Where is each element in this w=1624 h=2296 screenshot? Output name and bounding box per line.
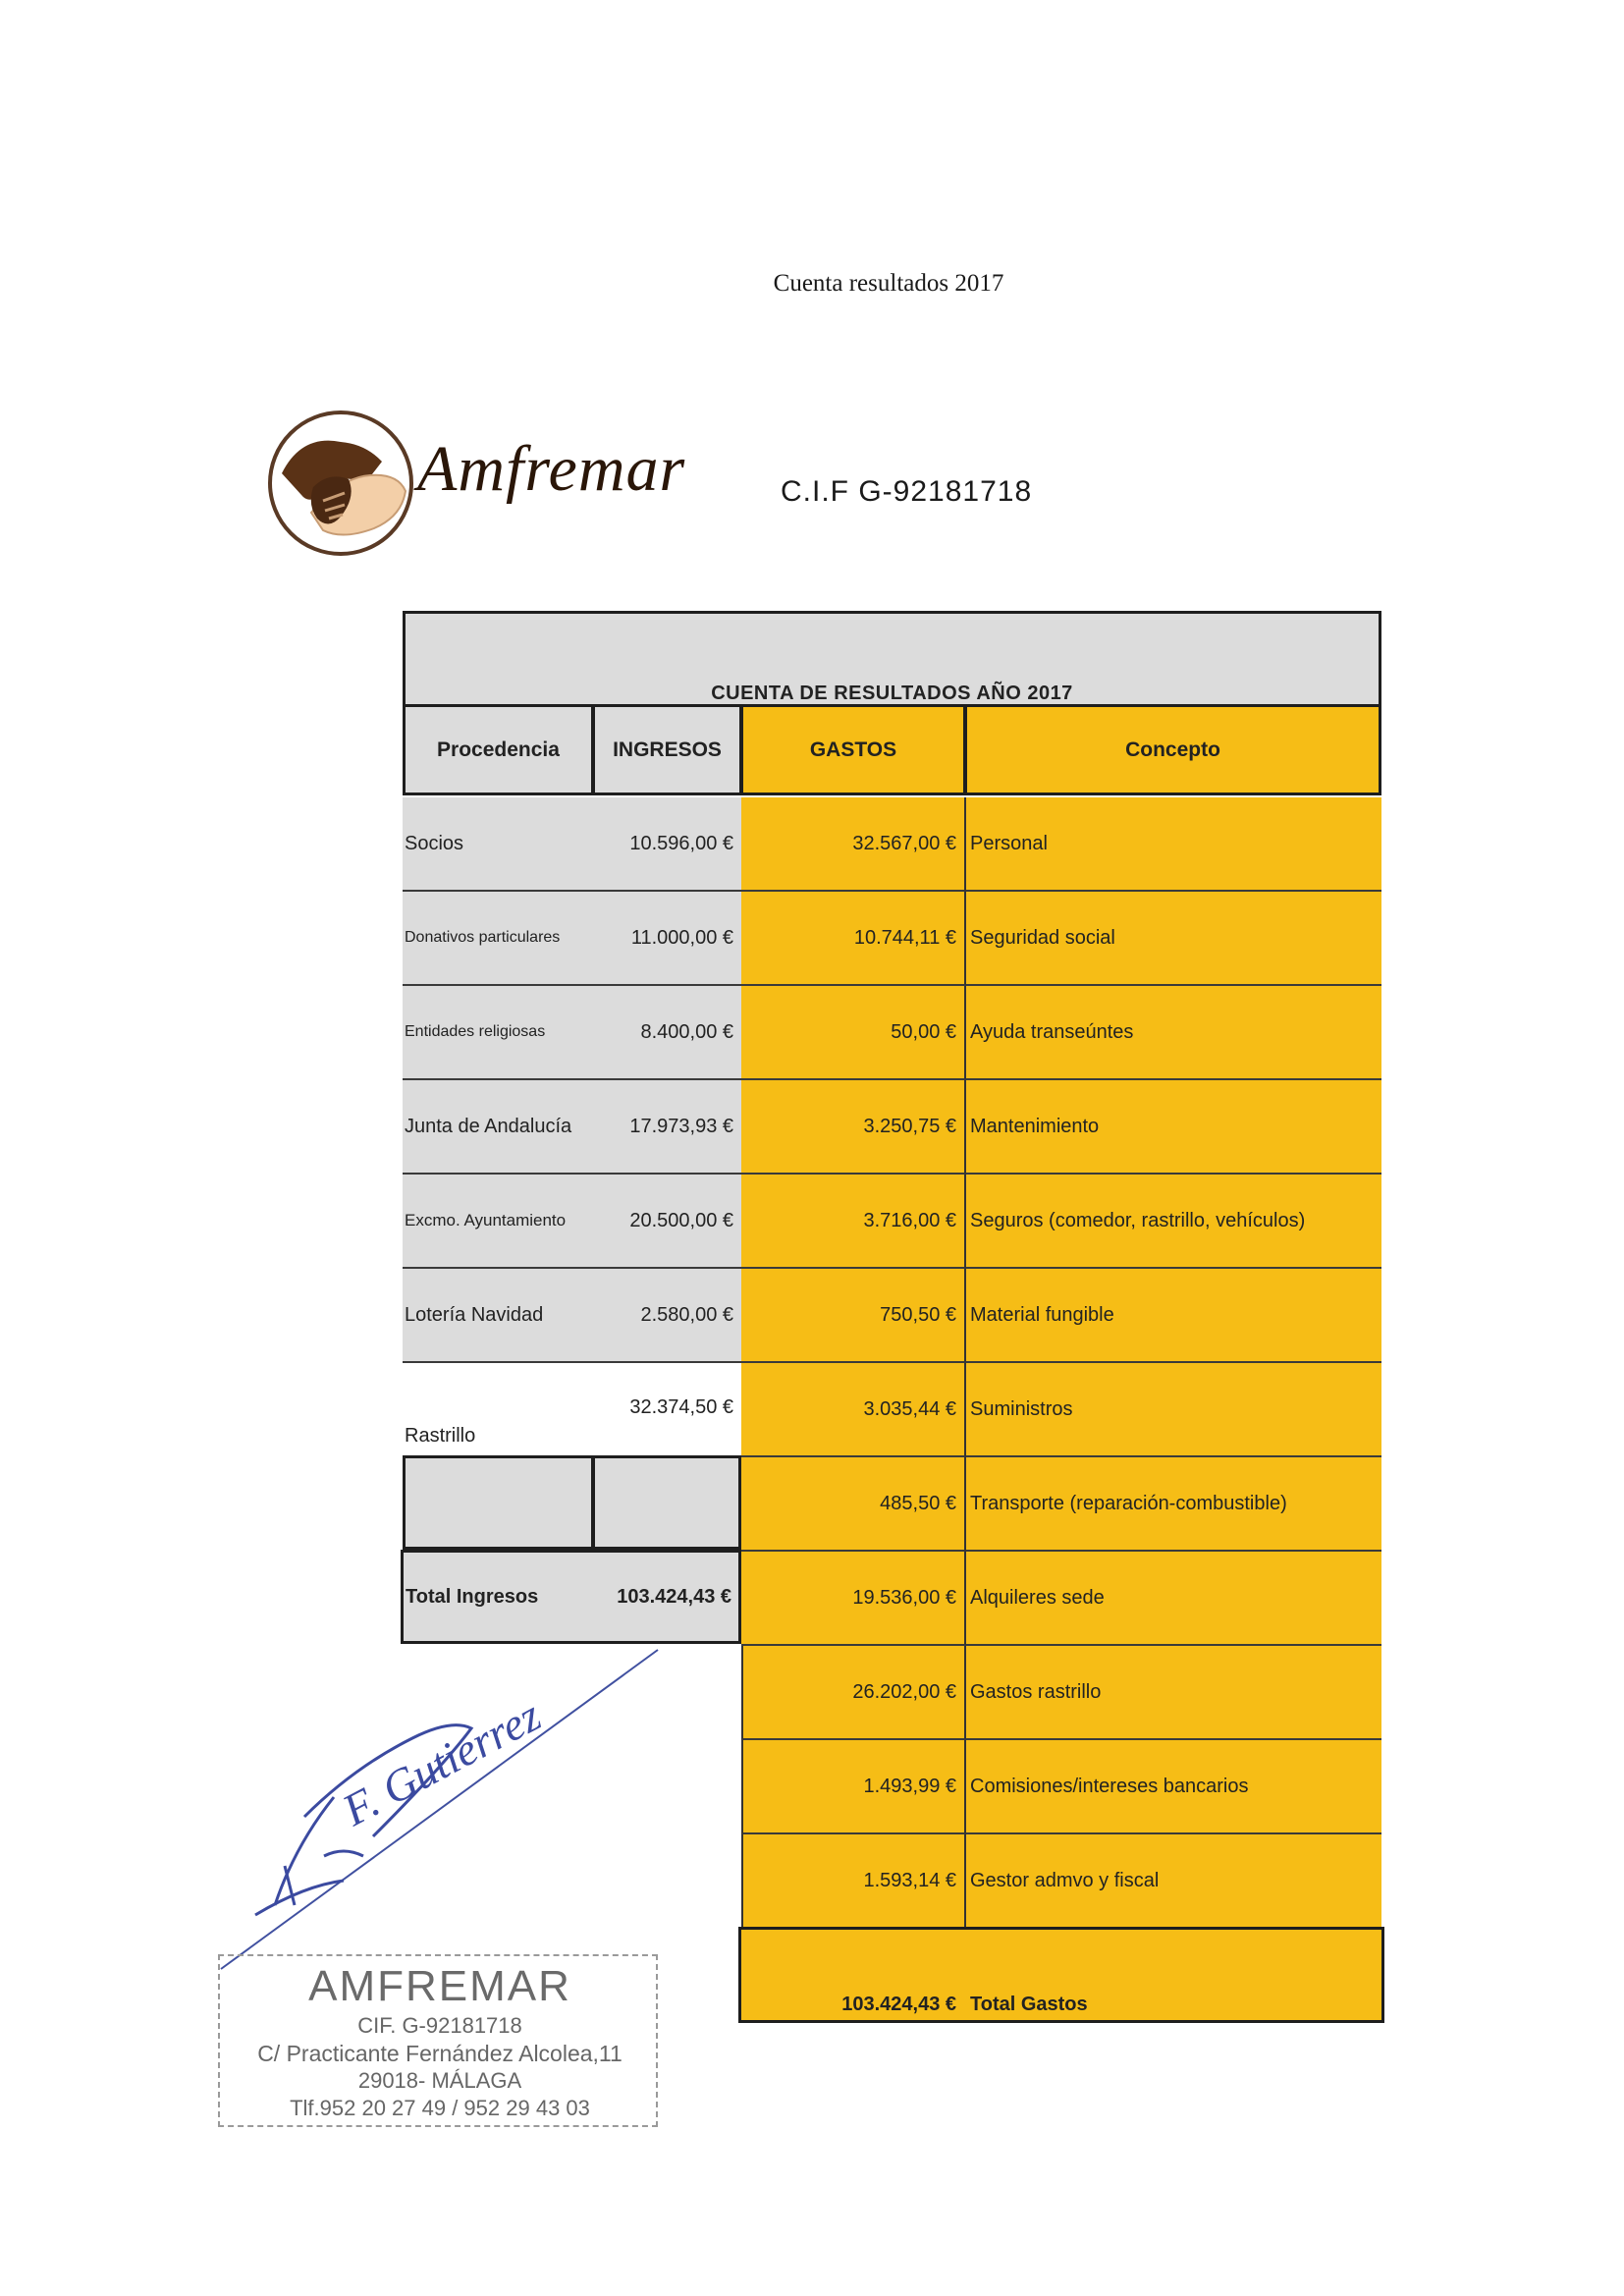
total-gastos-label: Total Gastos <box>970 1994 1088 2015</box>
stamp-name: AMFREMAR <box>308 1962 571 2010</box>
cell-concepto: Mantenimiento <box>966 1080 1381 1175</box>
cell-procedencia: Socios <box>403 797 594 892</box>
cell-ingresos: 20.500,00 € <box>594 1175 741 1269</box>
cell-gastos: 19.536,00 € <box>741 1552 966 1646</box>
cell-procedencia: Excmo. Ayuntamiento <box>403 1175 594 1269</box>
cell-ingresos: 17.973,93 € <box>594 1080 741 1175</box>
cell-procedencia: Lotería Navidad <box>403 1269 594 1363</box>
cell-concepto: Alquileres sede <box>966 1552 1381 1646</box>
handshake-logo-icon <box>268 410 413 556</box>
cell-ingresos: 8.400,00 € <box>594 986 741 1080</box>
signature-text: F. Gutierrez <box>334 1689 549 1835</box>
total-ingresos-label: Total Ingresos <box>406 1585 539 1608</box>
stamp-address: C/ Practicante Fernández Alcolea,11 <box>257 2041 623 2066</box>
cif-number: C.I.F G-92181718 <box>781 475 1033 508</box>
cell-concepto: Personal <box>966 797 1381 892</box>
header-ingresos: INGRESOS <box>592 704 742 795</box>
cell-concepto: Suministros <box>966 1363 1381 1457</box>
header-procedencia: Procedencia <box>403 704 594 795</box>
cell-procedencia: Junta de Andalucía <box>403 1080 594 1175</box>
cell-gastos: 32.567,00 € <box>741 797 966 892</box>
cell-procedencia: Entidades religiosas <box>403 986 594 1080</box>
cell-concepto: Seguridad social <box>966 892 1381 986</box>
cell-gastos: 750,50 € <box>741 1269 966 1363</box>
cell-gastos: 26.202,00 € <box>741 1646 966 1740</box>
brand-name: Amfremar <box>417 433 686 505</box>
cell-gastos: 1.593,14 € <box>741 1834 966 1929</box>
cell-gastos: 1.493,99 € <box>741 1740 966 1834</box>
cell-concepto: Gastos rastrillo <box>966 1646 1381 1740</box>
cell-concepto: Gestor admvo y fiscal <box>966 1834 1381 1929</box>
cell-ingresos-empty <box>592 1455 741 1550</box>
cell-gastos: 485,50 € <box>741 1457 966 1552</box>
cell-concepto: Seguros (comedor, rastrillo, vehículos) <box>966 1175 1381 1269</box>
cell-gastos: 10.744,11 € <box>741 892 966 986</box>
cell-concepto: Material fungible <box>966 1269 1381 1363</box>
stamp-city: 29018- MÁLAGA <box>357 2068 522 2093</box>
cell-concepto: Transporte (reparación-combustible) <box>966 1457 1381 1552</box>
cell-procedencia-empty <box>403 1455 594 1550</box>
cell-gastos: 3.716,00 € <box>741 1175 966 1269</box>
cell-procedencia: Donativos particulares <box>403 892 594 986</box>
cell-gastos: 50,00 € <box>741 986 966 1080</box>
cell-ingresos: 11.000,00 € <box>594 892 741 986</box>
cell-procedencia: Rastrillo <box>403 1363 594 1457</box>
header-gastos: GASTOS <box>740 704 966 795</box>
stamp-cif: CIF. G-92181718 <box>357 2013 522 2038</box>
table-title: CUENTA DE RESULTADOS AÑO 2017 <box>406 683 1379 706</box>
cell-concepto: Ayuda transeúntes <box>966 986 1381 1080</box>
cell-gastos: 3.035,44 € <box>741 1363 966 1457</box>
document-title: Cuenta resultados 2017 <box>773 270 1004 297</box>
total-gastos-value: 103.424,43 € <box>841 1994 956 2015</box>
signature <box>216 1620 687 1974</box>
cell-ingresos: 10.596,00 € <box>594 797 741 892</box>
organization-stamp <box>218 1954 658 2127</box>
table-title-band <box>403 611 1381 706</box>
total-ingresos-value: 103.424,43 € <box>617 1585 731 1608</box>
header-concepto: Concepto <box>964 704 1381 795</box>
cell-ingresos: 2.580,00 € <box>594 1269 741 1363</box>
cell-concepto: Comisiones/intereses bancarios <box>966 1740 1381 1834</box>
cell-gastos: 3.250,75 € <box>741 1080 966 1175</box>
stamp-phone: Tlf.952 20 27 49 / 952 29 43 03 <box>290 2096 590 2120</box>
cell-ingresos: 32.374,50 € <box>594 1363 741 1457</box>
